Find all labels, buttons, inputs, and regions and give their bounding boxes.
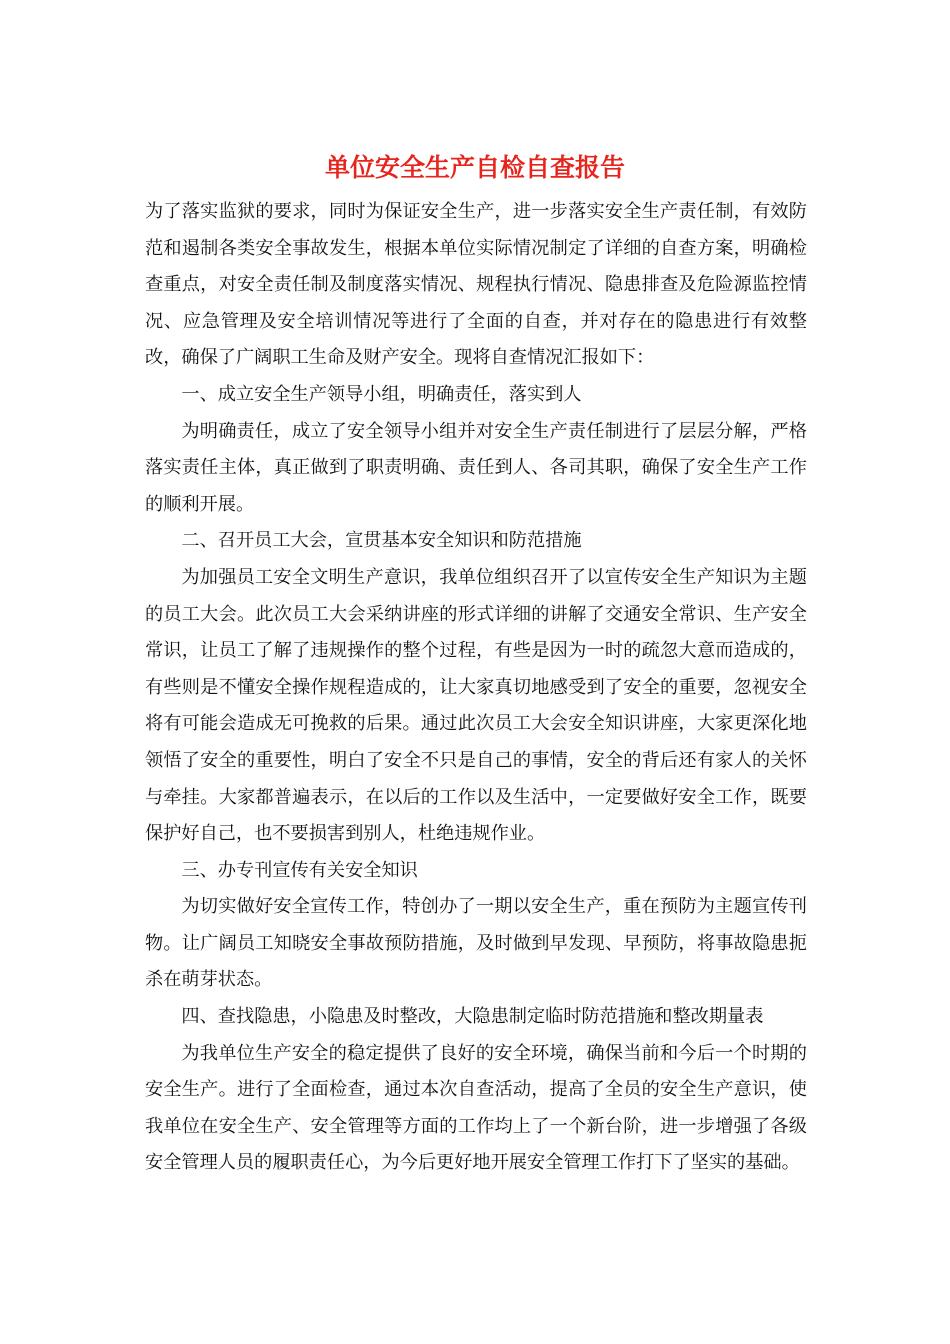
intro-paragraph: 为了落实监狱的要求，同时为保证安全生产，进一步落实安全生产责任制，有效防范和遏制各类安全事故发生，根据本单位实际情况制定了详细的自查方案，明确检查重点，对安全责任制及制度落实情况、规程执行情况、隐患排查及危险源监控情况、应急管理及安全培训情况等进行了全面的自查，并对存在的隐患进行有效整改，确保了广阔职工生命及财产安全。现将自查情况汇报如下： [145,201,807,369]
section-heading-1: 一、成立安全生产领导小组，明确责任，落实到人 [181,383,582,405]
document-title: 单位安全生产自检自查报告 [324,153,625,182]
section-paragraph-4: 为我单位生产安全的稳定提供了良好的安全环境，确保当前和今后一个时期的安全生产。进行了全面检查，通过本次自查活动，提高了全员的安全生产意识，使我单位在安全生产、安全管理等方面的工作均上了一个新台阶，进一步增强了各级安全管理人员的履职责任心，为今后更好地开展安全管理工作打下了坚实的基础。 [145,1042,807,1174]
section-heading-3: 三、办专刊宣传有关安全知识 [181,859,418,881]
section-paragraph-3: 为切实做好安全宣传工作，特创办了一期以安全生产，重在预防为主题宣传刊物。让广阔员工知晓安全事故预防措施，及时做到早发现、早预防，将事故隐患扼杀在萌芽状态。 [145,896,807,991]
document-body [145,194,807,1182]
section-paragraph-2: 为加强员工安全文明生产意识，我单位组织召开了以宣传安全生产知识为主题的员工大会。此次员工大会采纳讲座的形式详细的讲解了交通安全常识、生产安全常识，让员工了解了违规操作的整个过程，有些是因为一时的疏忽大意而造成的，有些则是不懂安全操作规程造成的，让大家真切地感受到了安全的重要，忽视安全将有可能会造成无可挽救的后果。通过此次员工大会安全知识讲座，大家更深化地领悟了安全的重要性，明白了安全不只是自己的事情，安全的背后还有家人的关怀与牵挂。大家都普遍表示，在以后的工作以及生活中，一定要做好安全工作，既要保护好自己，也不要损害到别人，杜绝违规作业。 [145,566,807,845]
section-heading-4: 四、查找隐患，小隐患及时整改，大隐患制定临时防范措施和整改期量表 [181,1006,764,1028]
section-heading-2: 二、召开员工大会，宣贯基本安全知识和防范措施 [181,530,582,552]
section-paragraph-1: 为明确责任，成立了安全领导小组并对安全生产责任制进行了层层分解，严格落实责任主体，真正做到了职责明确、责任到人、各司其职，确保了安全生产工作的顺利开展。 [145,420,807,515]
